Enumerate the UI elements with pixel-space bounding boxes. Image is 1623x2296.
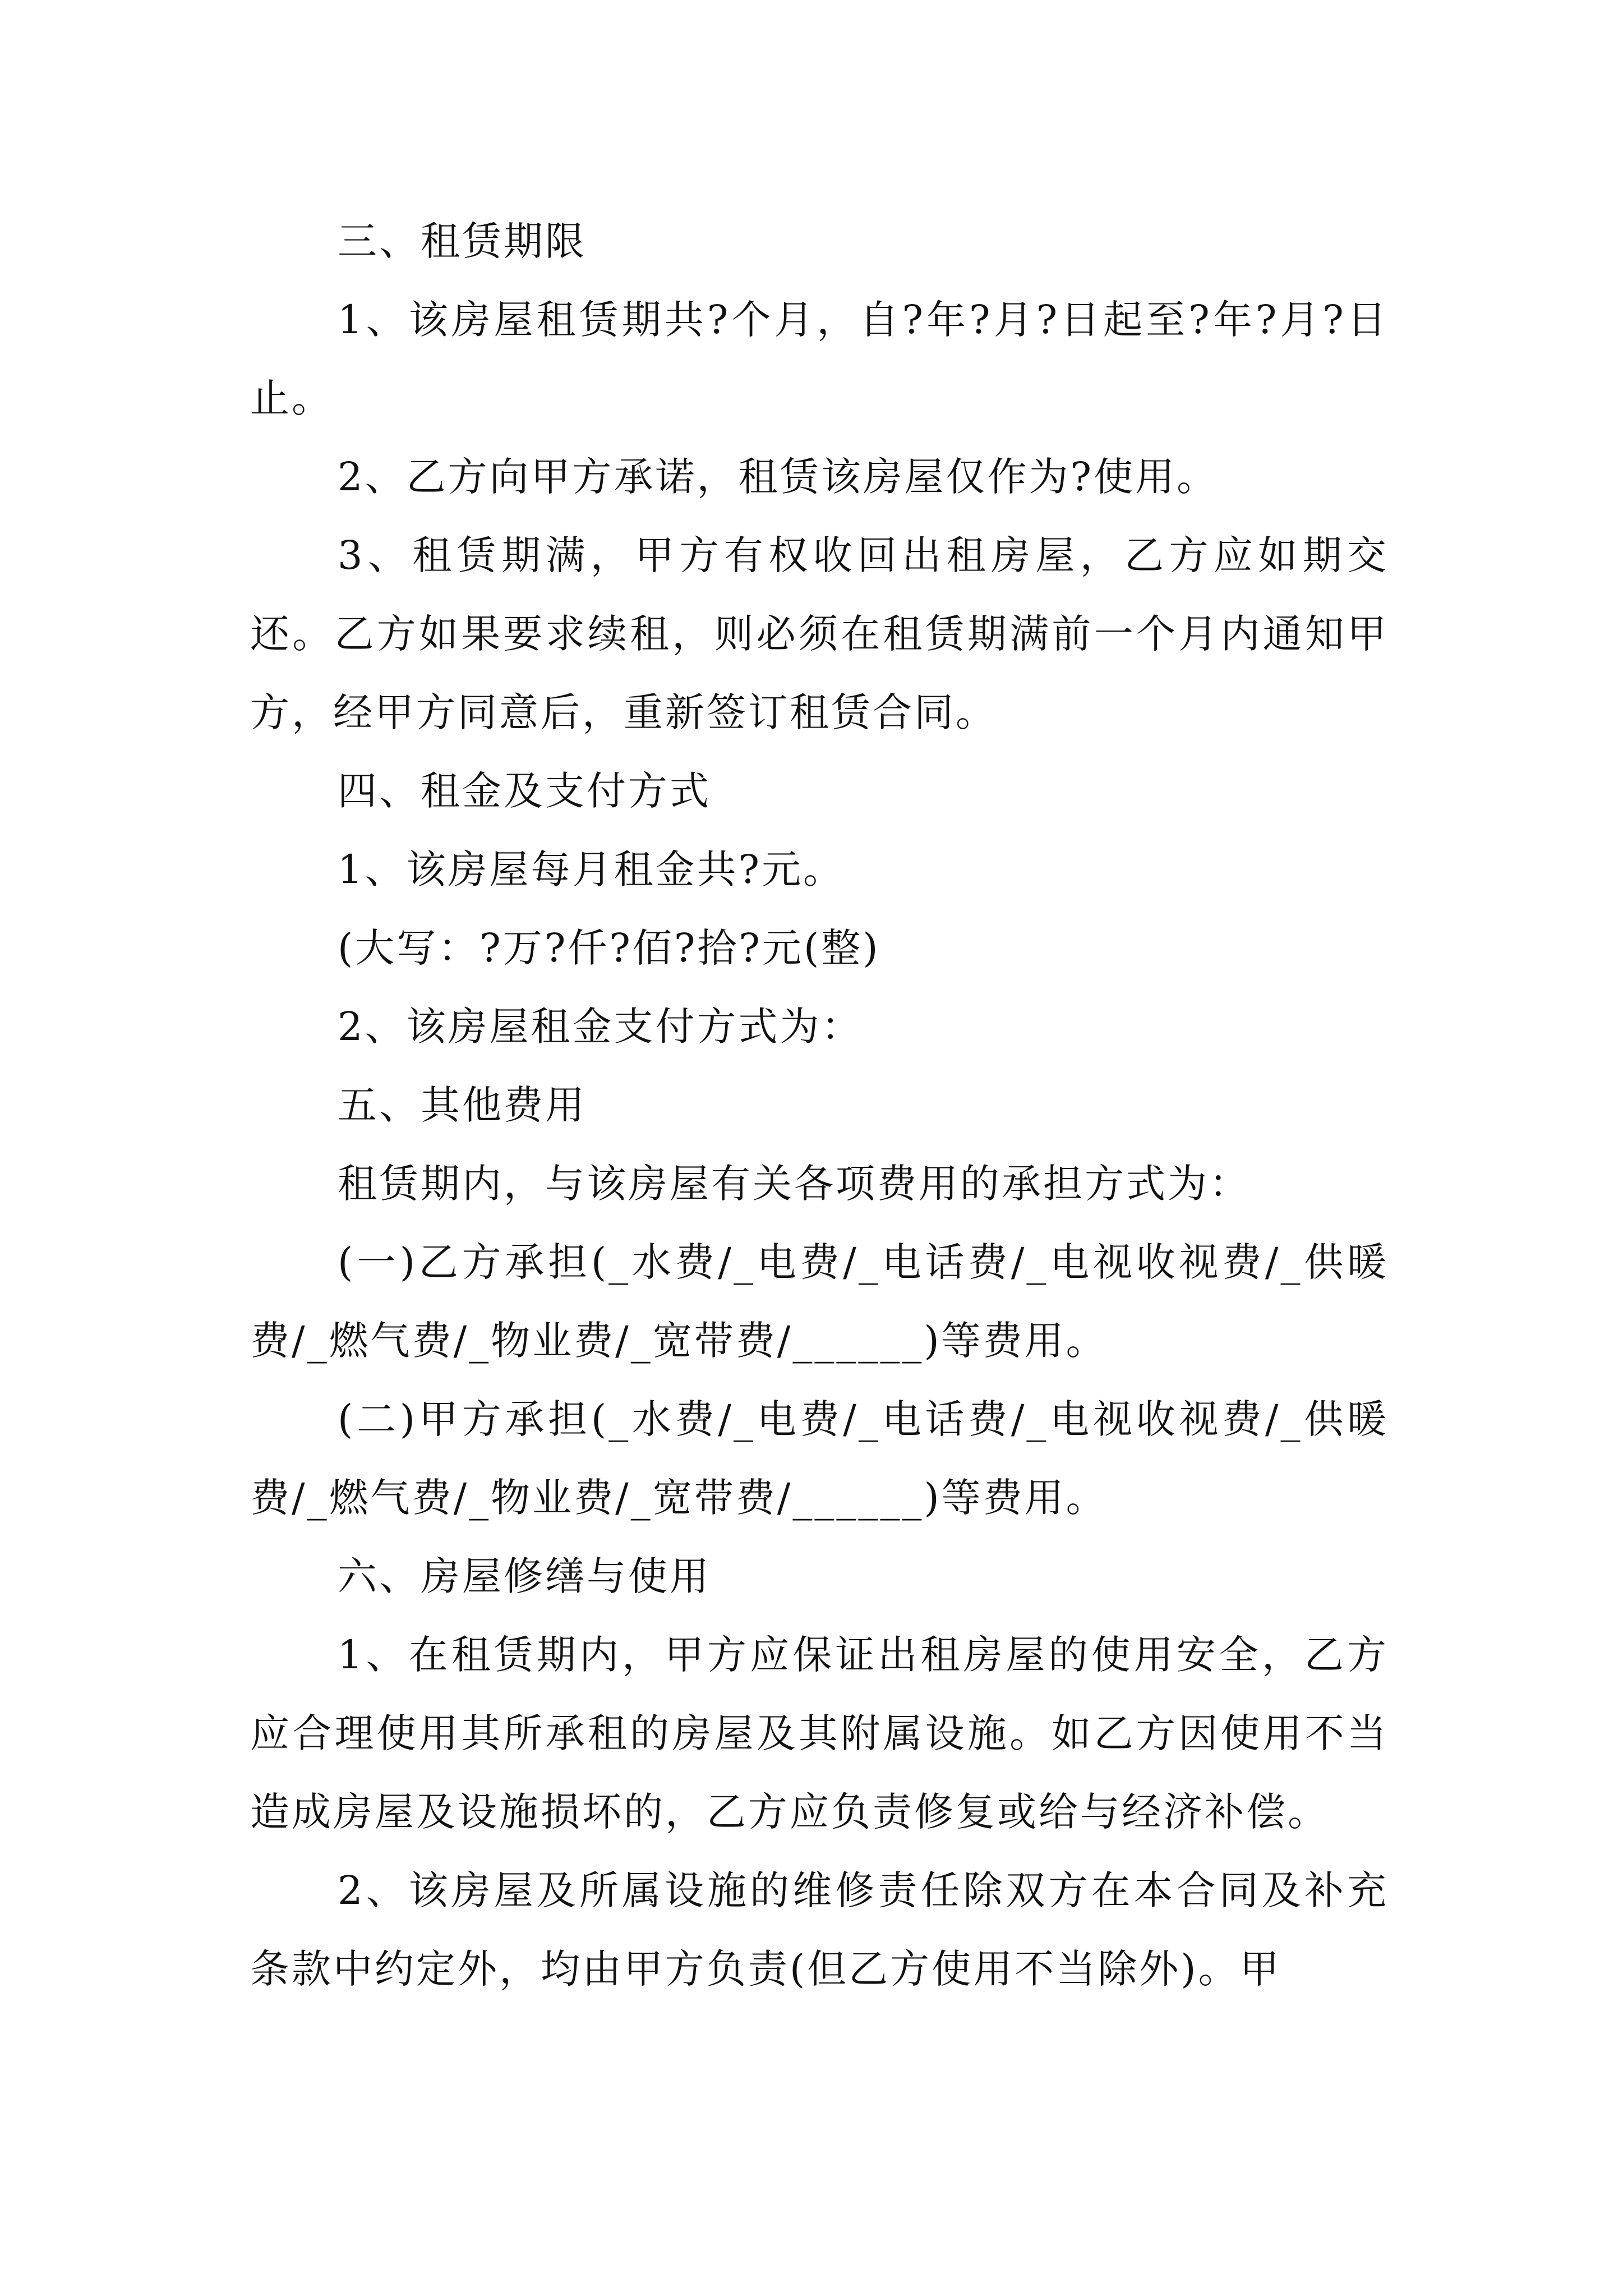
clause-landlord-fees: (二)甲方承担(_水费/_电费/_电话费/_电视收视费/_供暖费/_燃气费/_物业费/_宽带费/______)等费用。 xyxy=(250,1396,1389,1521)
document-body xyxy=(250,202,1389,2008)
section-heading-lease-term: 三、租赁期限 xyxy=(338,218,587,264)
clause-rent-in-words: (大写：?万?仟?佰?拾?元(整) xyxy=(338,925,880,971)
clause-usage-promise: 2、乙方向甲方承诺，租赁该房屋仅作为?使用。 xyxy=(338,454,1219,500)
section-heading-repair-use: 六、房屋修缮与使用 xyxy=(338,1553,711,1599)
clause-lease-period: 1、该房屋租赁期共?个月，自?年?月?日起至?年?月?日止。 xyxy=(250,297,1389,421)
clause-maintenance: 2、该房屋及所属设施的维修责任除双方在本合同及补充条款中约定外，均由甲方负责(但乙方使用不当除外)。甲 xyxy=(250,1867,1389,1992)
clause-fee-intro: 租赁期内，与该房屋有关各项费用的承担方式为： xyxy=(338,1161,1251,1207)
section-heading-other-fees: 五、其他费用 xyxy=(338,1082,587,1128)
clause-safe-use: 1、在租赁期内，甲方应保证出租房屋的使用安全，乙方应合理使用其所承租的房屋及其附属设施。如乙方因使用不当造成房屋及设施损坏的，乙方应负责修复或给与经济补偿。 xyxy=(250,1632,1389,1835)
clause-monthly-rent: 1、该房屋每月租金共?元。 xyxy=(338,846,845,892)
clause-lease-expiry: 3、租赁期满，甲方有权收回出租房屋，乙方应如期交还。乙方如果要求续租，则必须在租赁期满前一个月内通知甲方，经甲方同意后，重新签订租赁合同。 xyxy=(250,532,1389,735)
clause-payment-method: 2、该房屋租金支付方式为： xyxy=(338,1004,863,1050)
clause-tenant-fees: (一)乙方承担(_水费/_电费/_电话费/_电视收视费/_供暖费/_燃气费/_物业费/_宽带费/______)等费用。 xyxy=(250,1239,1389,1364)
section-heading-rent-payment: 四、租金及支付方式 xyxy=(338,768,711,814)
